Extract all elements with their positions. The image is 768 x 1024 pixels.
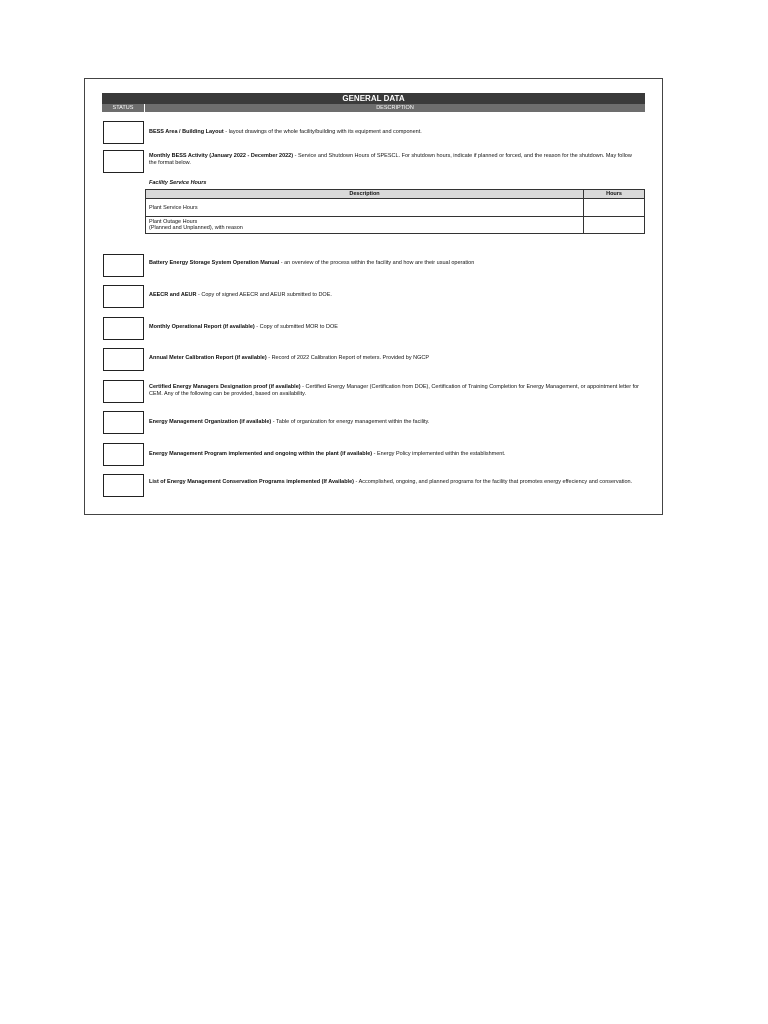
- status-checkbox[interactable]: [103, 380, 144, 403]
- status-checkbox[interactable]: [103, 443, 144, 466]
- table-header-hours: Hours: [584, 190, 645, 199]
- item-description: Accomplished, ongoing, and planned programs for the facility that promotes energy effeciency and conservation.: [358, 479, 633, 485]
- item-description: Copy of submitted MOR to DOE: [259, 324, 338, 330]
- item-meter-calibration-report: Annual Meter Calibration Report (if available) - Record of 2022 Calibration Report of meters. Provided by NGCP: [149, 355, 429, 361]
- item-description: Service and Shutdown Hours of SPESCL. For shutdown hours, indicate if planned or forced, and the reason for the shutdown. May follow the format below.: [149, 153, 632, 166]
- border-tick: [84, 175, 85, 180]
- border-tick: [662, 115, 663, 120]
- border-tick: [84, 115, 85, 120]
- status-checkbox[interactable]: [103, 285, 144, 308]
- table-cell-description: Plant Outage Hours (Planned and Unplanned), with reason: [146, 217, 584, 234]
- item-title: List of Energy Management Conservation Programs implemented (If Available): [149, 479, 354, 485]
- item-title: Monthly BESS Activity (January 2022 - December 2022): [149, 153, 294, 159]
- item-title: BESS Area / Building Layout: [149, 129, 224, 135]
- border-tick: [84, 475, 85, 480]
- status-checkbox[interactable]: [103, 254, 144, 277]
- column-header-row: [102, 104, 645, 112]
- item-cem-designation-proof: Certified Energy Managers Designation proof (if available) - Certified Energy Manager (Certification from DOE), Certification of Training Completion for Energy Management, or appointment letter for CEM. Any of the following can be provided, based on availability.: [149, 384, 639, 397]
- status-checkbox[interactable]: [103, 150, 144, 173]
- border-tick: [662, 475, 663, 480]
- status-checkbox[interactable]: [103, 317, 144, 340]
- item-aeecr-aeur: AEECR and AEUR - Copy of signed AEECR and AEUR submitted to DOE.: [149, 292, 332, 298]
- item-bess-area: BESS Area / Building Layout - layout drawings of the whole facility/building with its equipment and component.: [149, 129, 422, 135]
- item-description: Table of organization for energy management within the facility.: [276, 419, 430, 425]
- item-description: Copy of signed AEECR and AEUR submitted to DOE.: [201, 292, 332, 298]
- item-description: Record of 2022 Calibration Report of meters. Provided by NGCP: [271, 355, 429, 361]
- border-tick: [84, 275, 85, 280]
- general-data-title: GENERAL DATA: [102, 93, 645, 104]
- status-checkbox[interactable]: [103, 411, 144, 434]
- item-description: layout drawings of the whole facility/building with its equipment and component.: [228, 129, 422, 135]
- status-checkbox[interactable]: [103, 348, 144, 371]
- item-title: AEECR and AEUR: [149, 292, 197, 298]
- item-description: Energy Policy implemented within the establishment.: [376, 451, 506, 457]
- status-checkbox[interactable]: [103, 474, 144, 497]
- description-column-header: DESCRIPTION: [145, 104, 645, 112]
- item-energy-management-organization: Energy Management Organization (if available) - Table of organization for energy management within the facility.: [149, 419, 430, 425]
- item-monthly-operational-report: Monthly Operational Report (if available) - Copy of submitted MOR to DOE: [149, 324, 338, 330]
- item-title: Energy Management Program implemented and ongoing within the plant (if available): [149, 451, 373, 457]
- item-title: Monthly Operational Report (if available): [149, 324, 255, 330]
- item-bess-operation-manual: Battery Energy Storage System Operation Manual - an overview of the process within the facility and how are their usual operation: [149, 260, 475, 266]
- table-row: [146, 199, 645, 217]
- item-title: Annual Meter Calibration Report (if available): [149, 355, 267, 361]
- table-row: [146, 217, 645, 234]
- status-column-header: STATUS: [102, 104, 144, 112]
- table-header-description: Description: [146, 190, 584, 199]
- item-title: Energy Management Organization (if available): [149, 419, 272, 425]
- hours-input-cell[interactable]: [584, 199, 645, 217]
- table-cell-description: Plant Service Hours: [146, 199, 584, 217]
- status-checkbox[interactable]: [103, 121, 144, 144]
- table-header-row: [146, 190, 645, 199]
- item-title: Certified Energy Managers Designation proof (if available): [149, 384, 301, 390]
- hours-input-cell[interactable]: [584, 217, 645, 234]
- item-description: an overview of the process within the facility and how are their usual operation: [284, 260, 475, 266]
- item-description: Certified Energy Manager (Certification from DOE), Certification of Training Completion for Energy Management, or appointment letter for CEM. Any of the following can be provided, based on availability.: [149, 384, 639, 397]
- item-energy-management-program: Energy Management Program implemented and ongoing within the plant (if available) - Energy Policy implemented within the establishment.: [149, 451, 506, 457]
- item-monthly-bess-activity: Monthly BESS Activity (January 2022 - December 2022) - Service and Shutdown Hours of SPESCL. For shutdown hours, indicate if planned or forced, and the reason for the shutdown. May follow the format below.: [149, 153, 632, 166]
- border-tick: [662, 275, 663, 280]
- border-tick: [84, 375, 85, 380]
- facility-service-hours-label: Facility Service Hours: [149, 180, 207, 186]
- item-title: Battery Energy Storage System Operation Manual: [149, 260, 280, 266]
- item-conservation-programs: List of Energy Management Conservation Programs implemented (If Available) - Accomplished, ongoing, and planned programs for the facility that promotes energy effeciency and conservation.: [149, 479, 633, 485]
- facility-service-hours-table: [145, 189, 645, 234]
